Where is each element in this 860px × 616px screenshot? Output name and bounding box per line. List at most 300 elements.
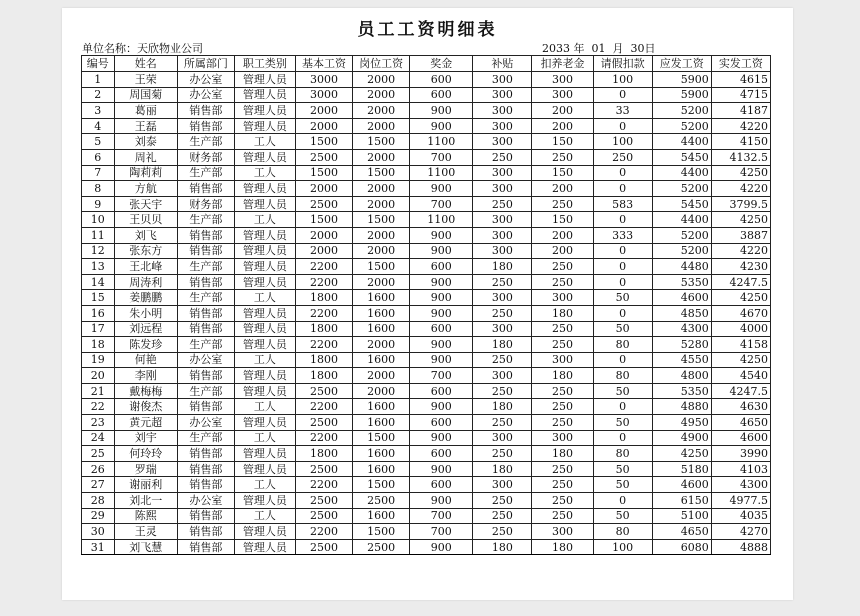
cell-pension[interactable]: 250 bbox=[532, 274, 593, 290]
cell-pension[interactable]: 250 bbox=[532, 196, 593, 212]
cell-pension[interactable]: 250 bbox=[532, 508, 593, 524]
cell-pension[interactable]: 200 bbox=[532, 118, 593, 134]
cell-department[interactable]: 销售部 bbox=[177, 274, 234, 290]
cell-name[interactable]: 刘远程 bbox=[114, 321, 177, 337]
cell-allowance[interactable]: 300 bbox=[473, 165, 532, 181]
cell-bonus[interactable]: 900 bbox=[410, 493, 473, 509]
cell-base-salary[interactable]: 2200 bbox=[296, 524, 353, 540]
cell-id[interactable]: 28 bbox=[82, 493, 115, 509]
cell-net-salary[interactable]: 4270 bbox=[711, 524, 770, 540]
cell-allowance[interactable]: 250 bbox=[473, 446, 532, 462]
cell-name[interactable]: 张东方 bbox=[114, 243, 177, 259]
cell-net-salary[interactable]: 4132.5 bbox=[711, 149, 770, 165]
cell-leave-deduction[interactable]: 80 bbox=[593, 524, 652, 540]
cell-name[interactable]: 李刚 bbox=[114, 368, 177, 384]
cell-leave-deduction[interactable]: 0 bbox=[593, 87, 652, 103]
cell-department[interactable]: 财务部 bbox=[177, 196, 234, 212]
cell-post-salary[interactable]: 2500 bbox=[353, 539, 410, 555]
cell-id[interactable]: 26 bbox=[82, 461, 115, 477]
cell-category[interactable]: 管理人员 bbox=[234, 149, 295, 165]
cell-net-salary[interactable]: 4300 bbox=[711, 477, 770, 493]
cell-bonus[interactable]: 900 bbox=[410, 290, 473, 306]
cell-base-salary[interactable]: 2500 bbox=[296, 493, 353, 509]
cell-base-salary[interactable]: 2000 bbox=[296, 118, 353, 134]
cell-leave-deduction[interactable]: 50 bbox=[593, 415, 652, 431]
cell-leave-deduction[interactable]: 80 bbox=[593, 368, 652, 384]
cell-net-salary[interactable]: 4035 bbox=[711, 508, 770, 524]
cell-post-salary[interactable]: 1600 bbox=[353, 290, 410, 306]
cell-post-salary[interactable]: 2000 bbox=[353, 337, 410, 353]
cell-id[interactable]: 8 bbox=[82, 181, 115, 197]
cell-gross-salary[interactable]: 5350 bbox=[652, 383, 711, 399]
cell-category[interactable]: 管理人员 bbox=[234, 461, 295, 477]
cell-allowance[interactable]: 180 bbox=[473, 461, 532, 477]
cell-leave-deduction[interactable]: 583 bbox=[593, 196, 652, 212]
cell-pension[interactable]: 200 bbox=[532, 103, 593, 119]
cell-pension[interactable]: 150 bbox=[532, 134, 593, 150]
cell-pension[interactable]: 300 bbox=[532, 72, 593, 88]
cell-category[interactable]: 工人 bbox=[234, 352, 295, 368]
cell-id[interactable]: 16 bbox=[82, 305, 115, 321]
cell-pension[interactable]: 200 bbox=[532, 181, 593, 197]
cell-id[interactable]: 15 bbox=[82, 290, 115, 306]
cell-allowance[interactable]: 300 bbox=[473, 103, 532, 119]
cell-category[interactable]: 管理人员 bbox=[234, 87, 295, 103]
cell-net-salary[interactable]: 4600 bbox=[711, 430, 770, 446]
cell-bonus[interactable]: 600 bbox=[410, 446, 473, 462]
cell-category[interactable]: 管理人员 bbox=[234, 383, 295, 399]
cell-gross-salary[interactable]: 4600 bbox=[652, 477, 711, 493]
cell-base-salary[interactable]: 2200 bbox=[296, 305, 353, 321]
cell-category[interactable]: 管理人员 bbox=[234, 539, 295, 555]
column-header[interactable]: 实发工资 bbox=[711, 56, 770, 72]
cell-allowance[interactable]: 250 bbox=[473, 196, 532, 212]
cell-department[interactable]: 销售部 bbox=[177, 103, 234, 119]
cell-category[interactable]: 管理人员 bbox=[234, 446, 295, 462]
cell-pension[interactable]: 250 bbox=[532, 461, 593, 477]
cell-allowance[interactable]: 300 bbox=[473, 212, 532, 228]
cell-bonus[interactable]: 600 bbox=[410, 259, 473, 275]
cell-bonus[interactable]: 600 bbox=[410, 383, 473, 399]
cell-post-salary[interactable]: 2000 bbox=[353, 103, 410, 119]
cell-department[interactable]: 销售部 bbox=[177, 524, 234, 540]
cell-id[interactable]: 19 bbox=[82, 352, 115, 368]
cell-department[interactable]: 销售部 bbox=[177, 477, 234, 493]
cell-pension[interactable]: 150 bbox=[532, 165, 593, 181]
cell-base-salary[interactable]: 1800 bbox=[296, 446, 353, 462]
cell-base-salary[interactable]: 1500 bbox=[296, 212, 353, 228]
cell-pension[interactable]: 300 bbox=[532, 524, 593, 540]
cell-leave-deduction[interactable]: 80 bbox=[593, 337, 652, 353]
cell-allowance[interactable]: 250 bbox=[473, 493, 532, 509]
cell-name[interactable]: 刘飞 bbox=[114, 227, 177, 243]
cell-name[interactable]: 陈发珍 bbox=[114, 337, 177, 353]
cell-category[interactable]: 管理人员 bbox=[234, 337, 295, 353]
cell-pension[interactable]: 180 bbox=[532, 539, 593, 555]
cell-base-salary[interactable]: 1800 bbox=[296, 352, 353, 368]
cell-name[interactable]: 罗瑞 bbox=[114, 461, 177, 477]
cell-allowance[interactable]: 250 bbox=[473, 383, 532, 399]
cell-name[interactable]: 刘北一 bbox=[114, 493, 177, 509]
cell-base-salary[interactable]: 1800 bbox=[296, 290, 353, 306]
cell-net-salary[interactable]: 4158 bbox=[711, 337, 770, 353]
cell-bonus[interactable]: 900 bbox=[410, 352, 473, 368]
cell-net-salary[interactable]: 4540 bbox=[711, 368, 770, 384]
cell-base-salary[interactable]: 2000 bbox=[296, 243, 353, 259]
cell-gross-salary[interactable]: 4300 bbox=[652, 321, 711, 337]
cell-department[interactable]: 销售部 bbox=[177, 539, 234, 555]
cell-department[interactable]: 生产部 bbox=[177, 259, 234, 275]
cell-base-salary[interactable]: 3000 bbox=[296, 87, 353, 103]
cell-id[interactable]: 1 bbox=[82, 72, 115, 88]
cell-allowance[interactable]: 300 bbox=[473, 134, 532, 150]
cell-id[interactable]: 27 bbox=[82, 477, 115, 493]
column-header[interactable]: 请假扣款 bbox=[593, 56, 652, 72]
cell-name[interactable]: 周礼 bbox=[114, 149, 177, 165]
cell-post-salary[interactable]: 2000 bbox=[353, 383, 410, 399]
cell-base-salary[interactable]: 2200 bbox=[296, 399, 353, 415]
cell-pension[interactable]: 250 bbox=[532, 259, 593, 275]
cell-post-salary[interactable]: 2000 bbox=[353, 87, 410, 103]
cell-allowance[interactable]: 300 bbox=[473, 72, 532, 88]
cell-gross-salary[interactable]: 4400 bbox=[652, 165, 711, 181]
cell-net-salary[interactable]: 4000 bbox=[711, 321, 770, 337]
cell-post-salary[interactable]: 2000 bbox=[353, 149, 410, 165]
cell-net-salary[interactable]: 4670 bbox=[711, 305, 770, 321]
cell-post-salary[interactable]: 2000 bbox=[353, 118, 410, 134]
cell-base-salary[interactable]: 2200 bbox=[296, 477, 353, 493]
cell-bonus[interactable]: 700 bbox=[410, 524, 473, 540]
column-header[interactable]: 扣养老金 bbox=[532, 56, 593, 72]
cell-gross-salary[interactable]: 6080 bbox=[652, 539, 711, 555]
cell-bonus[interactable]: 700 bbox=[410, 196, 473, 212]
cell-pension[interactable]: 250 bbox=[532, 399, 593, 415]
cell-net-salary[interactable]: 4247.5 bbox=[711, 274, 770, 290]
cell-department[interactable]: 生产部 bbox=[177, 430, 234, 446]
cell-category[interactable]: 管理人员 bbox=[234, 259, 295, 275]
column-header[interactable]: 岗位工资 bbox=[353, 56, 410, 72]
cell-leave-deduction[interactable]: 50 bbox=[593, 321, 652, 337]
cell-name[interactable]: 陈熙 bbox=[114, 508, 177, 524]
cell-id[interactable]: 31 bbox=[82, 539, 115, 555]
cell-leave-deduction[interactable]: 50 bbox=[593, 508, 652, 524]
cell-id[interactable]: 18 bbox=[82, 337, 115, 353]
cell-net-salary[interactable]: 4250 bbox=[711, 352, 770, 368]
cell-allowance[interactable]: 300 bbox=[473, 321, 532, 337]
cell-name[interactable]: 黄元超 bbox=[114, 415, 177, 431]
cell-gross-salary[interactable]: 4400 bbox=[652, 212, 711, 228]
cell-base-salary[interactable]: 2500 bbox=[296, 539, 353, 555]
cell-bonus[interactable]: 900 bbox=[410, 399, 473, 415]
cell-name[interactable]: 周国菊 bbox=[114, 87, 177, 103]
cell-gross-salary[interactable]: 4600 bbox=[652, 290, 711, 306]
column-header[interactable]: 所属部门 bbox=[177, 56, 234, 72]
cell-base-salary[interactable]: 2500 bbox=[296, 149, 353, 165]
cell-pension[interactable]: 250 bbox=[532, 321, 593, 337]
cell-allowance[interactable]: 180 bbox=[473, 539, 532, 555]
cell-leave-deduction[interactable]: 50 bbox=[593, 290, 652, 306]
cell-gross-salary[interactable]: 4950 bbox=[652, 415, 711, 431]
cell-post-salary[interactable]: 2000 bbox=[353, 196, 410, 212]
cell-leave-deduction[interactable]: 50 bbox=[593, 383, 652, 399]
cell-allowance[interactable]: 300 bbox=[473, 477, 532, 493]
cell-gross-salary[interactable]: 6150 bbox=[652, 493, 711, 509]
cell-department[interactable]: 财务部 bbox=[177, 149, 234, 165]
cell-base-salary[interactable]: 2200 bbox=[296, 337, 353, 353]
column-header[interactable]: 奖金 bbox=[410, 56, 473, 72]
cell-base-salary[interactable]: 2500 bbox=[296, 196, 353, 212]
cell-base-salary[interactable]: 1500 bbox=[296, 165, 353, 181]
cell-id[interactable]: 6 bbox=[82, 149, 115, 165]
cell-pension[interactable]: 250 bbox=[532, 493, 593, 509]
cell-category[interactable]: 管理人员 bbox=[234, 524, 295, 540]
cell-bonus[interactable]: 700 bbox=[410, 508, 473, 524]
cell-id[interactable]: 29 bbox=[82, 508, 115, 524]
cell-pension[interactable]: 250 bbox=[532, 477, 593, 493]
cell-post-salary[interactable]: 1600 bbox=[353, 352, 410, 368]
cell-pension[interactable]: 250 bbox=[532, 383, 593, 399]
cell-id[interactable]: 2 bbox=[82, 87, 115, 103]
cell-net-salary[interactable]: 4150 bbox=[711, 134, 770, 150]
cell-id[interactable]: 7 bbox=[82, 165, 115, 181]
cell-bonus[interactable]: 1100 bbox=[410, 212, 473, 228]
cell-pension[interactable]: 150 bbox=[532, 212, 593, 228]
cell-department[interactable]: 销售部 bbox=[177, 399, 234, 415]
cell-leave-deduction[interactable]: 0 bbox=[593, 165, 652, 181]
cell-allowance[interactable]: 300 bbox=[473, 290, 532, 306]
cell-bonus[interactable]: 900 bbox=[410, 181, 473, 197]
cell-gross-salary[interactable]: 4650 bbox=[652, 524, 711, 540]
cell-bonus[interactable]: 900 bbox=[410, 103, 473, 119]
cell-bonus[interactable]: 600 bbox=[410, 87, 473, 103]
cell-category[interactable]: 工人 bbox=[234, 290, 295, 306]
cell-bonus[interactable]: 600 bbox=[410, 72, 473, 88]
cell-net-salary[interactable]: 4888 bbox=[711, 539, 770, 555]
cell-bonus[interactable]: 900 bbox=[410, 461, 473, 477]
column-header[interactable]: 姓名 bbox=[114, 56, 177, 72]
cell-base-salary[interactable]: 1800 bbox=[296, 321, 353, 337]
cell-id[interactable]: 14 bbox=[82, 274, 115, 290]
cell-post-salary[interactable]: 1500 bbox=[353, 524, 410, 540]
cell-leave-deduction[interactable]: 0 bbox=[593, 493, 652, 509]
cell-category[interactable]: 工人 bbox=[234, 430, 295, 446]
cell-net-salary[interactable]: 4250 bbox=[711, 165, 770, 181]
cell-base-salary[interactable]: 2000 bbox=[296, 227, 353, 243]
cell-pension[interactable]: 250 bbox=[532, 415, 593, 431]
cell-gross-salary[interactable]: 4480 bbox=[652, 259, 711, 275]
cell-base-salary[interactable]: 2000 bbox=[296, 181, 353, 197]
cell-base-salary[interactable]: 2200 bbox=[296, 430, 353, 446]
cell-leave-deduction[interactable]: 50 bbox=[593, 461, 652, 477]
cell-allowance[interactable]: 250 bbox=[473, 305, 532, 321]
cell-base-salary[interactable]: 1800 bbox=[296, 368, 353, 384]
cell-department[interactable]: 办公室 bbox=[177, 72, 234, 88]
cell-leave-deduction[interactable]: 50 bbox=[593, 477, 652, 493]
cell-department[interactable]: 生产部 bbox=[177, 165, 234, 181]
cell-pension[interactable]: 300 bbox=[532, 87, 593, 103]
column-header[interactable]: 编号 bbox=[82, 56, 115, 72]
cell-name[interactable]: 王北峰 bbox=[114, 259, 177, 275]
cell-net-salary[interactable]: 4220 bbox=[711, 118, 770, 134]
cell-bonus[interactable]: 1100 bbox=[410, 165, 473, 181]
cell-base-salary[interactable]: 3000 bbox=[296, 72, 353, 88]
cell-gross-salary[interactable]: 5200 bbox=[652, 243, 711, 259]
cell-leave-deduction[interactable]: 0 bbox=[593, 118, 652, 134]
cell-department[interactable]: 生产部 bbox=[177, 290, 234, 306]
cell-allowance[interactable]: 300 bbox=[473, 227, 532, 243]
cell-gross-salary[interactable]: 5350 bbox=[652, 274, 711, 290]
cell-bonus[interactable]: 900 bbox=[410, 430, 473, 446]
cell-department[interactable]: 办公室 bbox=[177, 87, 234, 103]
cell-id[interactable]: 11 bbox=[82, 227, 115, 243]
cell-category[interactable]: 管理人员 bbox=[234, 243, 295, 259]
cell-department[interactable]: 生产部 bbox=[177, 337, 234, 353]
cell-base-salary[interactable]: 2500 bbox=[296, 461, 353, 477]
cell-leave-deduction[interactable]: 0 bbox=[593, 243, 652, 259]
cell-id[interactable]: 30 bbox=[82, 524, 115, 540]
cell-name[interactable]: 葛丽 bbox=[114, 103, 177, 119]
cell-base-salary[interactable]: 2200 bbox=[296, 274, 353, 290]
cell-post-salary[interactable]: 1600 bbox=[353, 415, 410, 431]
cell-department[interactable]: 销售部 bbox=[177, 461, 234, 477]
cell-gross-salary[interactable]: 4550 bbox=[652, 352, 711, 368]
cell-category[interactable]: 管理人员 bbox=[234, 181, 295, 197]
cell-name[interactable]: 陶莉莉 bbox=[114, 165, 177, 181]
cell-post-salary[interactable]: 1500 bbox=[353, 259, 410, 275]
cell-allowance[interactable]: 180 bbox=[473, 259, 532, 275]
cell-leave-deduction[interactable]: 0 bbox=[593, 259, 652, 275]
cell-id[interactable]: 3 bbox=[82, 103, 115, 119]
cell-allowance[interactable]: 300 bbox=[473, 243, 532, 259]
cell-category[interactable]: 工人 bbox=[234, 477, 295, 493]
cell-bonus[interactable]: 900 bbox=[410, 305, 473, 321]
cell-post-salary[interactable]: 1600 bbox=[353, 446, 410, 462]
cell-id[interactable]: 5 bbox=[82, 134, 115, 150]
cell-allowance[interactable]: 300 bbox=[473, 430, 532, 446]
cell-net-salary[interactable]: 4220 bbox=[711, 181, 770, 197]
cell-pension[interactable]: 250 bbox=[532, 337, 593, 353]
cell-net-salary[interactable]: 4187 bbox=[711, 103, 770, 119]
cell-department[interactable]: 销售部 bbox=[177, 508, 234, 524]
cell-name[interactable]: 王贝贝 bbox=[114, 212, 177, 228]
cell-net-salary[interactable]: 4230 bbox=[711, 259, 770, 275]
cell-name[interactable]: 刘飞慧 bbox=[114, 539, 177, 555]
cell-gross-salary[interactable]: 5900 bbox=[652, 72, 711, 88]
cell-gross-salary[interactable]: 5200 bbox=[652, 118, 711, 134]
cell-allowance[interactable]: 250 bbox=[473, 524, 532, 540]
cell-bonus[interactable]: 700 bbox=[410, 149, 473, 165]
cell-net-salary[interactable]: 4715 bbox=[711, 87, 770, 103]
cell-department[interactable]: 办公室 bbox=[177, 415, 234, 431]
cell-leave-deduction[interactable]: 33 bbox=[593, 103, 652, 119]
cell-department[interactable]: 销售部 bbox=[177, 446, 234, 462]
cell-leave-deduction[interactable]: 0 bbox=[593, 352, 652, 368]
column-header[interactable]: 基本工资 bbox=[296, 56, 353, 72]
cell-leave-deduction[interactable]: 0 bbox=[593, 274, 652, 290]
cell-post-salary[interactable]: 2500 bbox=[353, 493, 410, 509]
cell-gross-salary[interactable]: 5180 bbox=[652, 461, 711, 477]
cell-gross-salary[interactable]: 5450 bbox=[652, 149, 711, 165]
cell-department[interactable]: 办公室 bbox=[177, 352, 234, 368]
cell-name[interactable]: 王荣 bbox=[114, 72, 177, 88]
cell-pension[interactable]: 180 bbox=[532, 446, 593, 462]
cell-allowance[interactable]: 180 bbox=[473, 337, 532, 353]
cell-post-salary[interactable]: 1500 bbox=[353, 134, 410, 150]
cell-category[interactable]: 管理人员 bbox=[234, 227, 295, 243]
cell-net-salary[interactable]: 4630 bbox=[711, 399, 770, 415]
cell-gross-salary[interactable]: 5900 bbox=[652, 87, 711, 103]
cell-net-salary[interactable]: 4977.5 bbox=[711, 493, 770, 509]
cell-category[interactable]: 管理人员 bbox=[234, 118, 295, 134]
cell-allowance[interactable]: 300 bbox=[473, 87, 532, 103]
cell-pension[interactable]: 300 bbox=[532, 352, 593, 368]
cell-net-salary[interactable]: 3799.5 bbox=[711, 196, 770, 212]
cell-category[interactable]: 管理人员 bbox=[234, 274, 295, 290]
cell-bonus[interactable]: 900 bbox=[410, 227, 473, 243]
cell-net-salary[interactable]: 4615 bbox=[711, 72, 770, 88]
cell-leave-deduction[interactable]: 0 bbox=[593, 305, 652, 321]
cell-department[interactable]: 销售部 bbox=[177, 118, 234, 134]
cell-post-salary[interactable]: 2000 bbox=[353, 181, 410, 197]
column-header[interactable]: 应发工资 bbox=[652, 56, 711, 72]
cell-category[interactable]: 工人 bbox=[234, 165, 295, 181]
cell-leave-deduction[interactable]: 0 bbox=[593, 212, 652, 228]
cell-category[interactable]: 管理人员 bbox=[234, 321, 295, 337]
cell-category[interactable]: 管理人员 bbox=[234, 415, 295, 431]
cell-post-salary[interactable]: 1600 bbox=[353, 305, 410, 321]
cell-allowance[interactable]: 250 bbox=[473, 508, 532, 524]
cell-allowance[interactable]: 300 bbox=[473, 118, 532, 134]
cell-id[interactable]: 24 bbox=[82, 430, 115, 446]
cell-post-salary[interactable]: 2000 bbox=[353, 243, 410, 259]
cell-net-salary[interactable]: 3887 bbox=[711, 227, 770, 243]
cell-gross-salary[interactable]: 5280 bbox=[652, 337, 711, 353]
cell-id[interactable]: 4 bbox=[82, 118, 115, 134]
cell-department[interactable]: 生产部 bbox=[177, 134, 234, 150]
cell-pension[interactable]: 250 bbox=[532, 149, 593, 165]
cell-pension[interactable]: 200 bbox=[532, 227, 593, 243]
cell-name[interactable]: 戴梅梅 bbox=[114, 383, 177, 399]
cell-name[interactable]: 姜鹏鹏 bbox=[114, 290, 177, 306]
cell-category[interactable]: 管理人员 bbox=[234, 72, 295, 88]
cell-leave-deduction[interactable]: 100 bbox=[593, 134, 652, 150]
cell-id[interactable]: 13 bbox=[82, 259, 115, 275]
cell-name[interactable]: 刘宇 bbox=[114, 430, 177, 446]
cell-bonus[interactable]: 900 bbox=[410, 337, 473, 353]
cell-id[interactable]: 21 bbox=[82, 383, 115, 399]
cell-department[interactable]: 生产部 bbox=[177, 212, 234, 228]
cell-bonus[interactable]: 900 bbox=[410, 243, 473, 259]
cell-category[interactable]: 管理人员 bbox=[234, 103, 295, 119]
cell-department[interactable]: 销售部 bbox=[177, 368, 234, 384]
cell-allowance[interactable]: 300 bbox=[473, 368, 532, 384]
cell-category[interactable]: 工人 bbox=[234, 508, 295, 524]
cell-gross-salary[interactable]: 5450 bbox=[652, 196, 711, 212]
cell-category[interactable]: 管理人员 bbox=[234, 493, 295, 509]
cell-pension[interactable]: 180 bbox=[532, 305, 593, 321]
cell-id[interactable]: 25 bbox=[82, 446, 115, 462]
cell-base-salary[interactable]: 2500 bbox=[296, 383, 353, 399]
cell-post-salary[interactable]: 1600 bbox=[353, 399, 410, 415]
cell-net-salary[interactable]: 4650 bbox=[711, 415, 770, 431]
cell-name[interactable]: 王磊 bbox=[114, 118, 177, 134]
cell-net-salary[interactable]: 4247.5 bbox=[711, 383, 770, 399]
cell-post-salary[interactable]: 1600 bbox=[353, 321, 410, 337]
cell-leave-deduction[interactable]: 100 bbox=[593, 539, 652, 555]
cell-id[interactable]: 20 bbox=[82, 368, 115, 384]
cell-pension[interactable]: 200 bbox=[532, 243, 593, 259]
cell-id[interactable]: 10 bbox=[82, 212, 115, 228]
